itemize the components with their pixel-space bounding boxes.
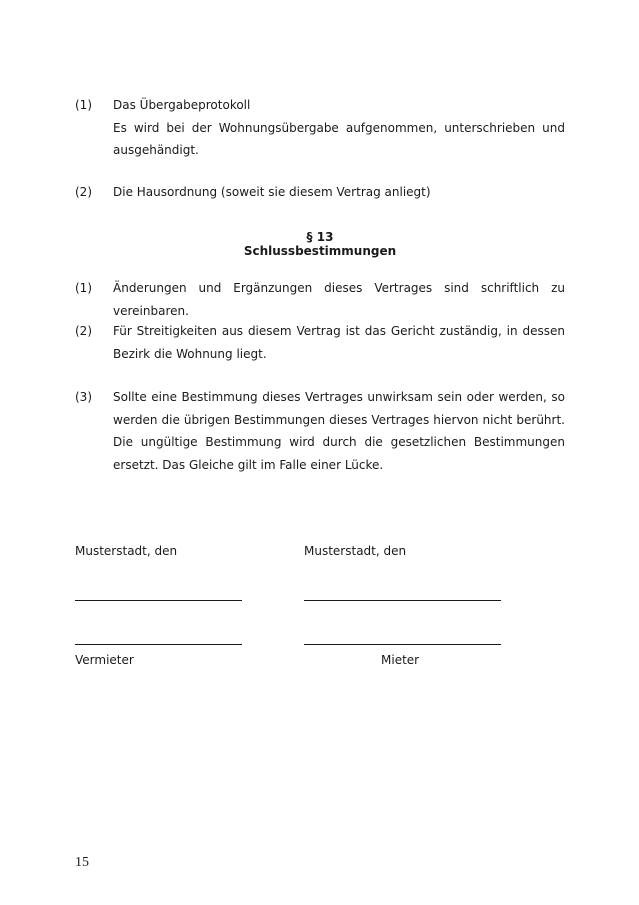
page-number: 15 [75,855,89,870]
item-uebergabeprotokoll [75,94,565,162]
clause-text: Änderungen und Ergänzungen dieses Vertrages sind schriftlich zu vereinbaren. [113,281,565,318]
landlord-label: Vermieter [75,653,134,667]
clause-2 [75,320,565,365]
section-number: § 13 [306,230,334,244]
clause-1 [75,277,565,322]
item-hausordnung [75,181,565,204]
landlord-signature-line [75,644,242,645]
landlord-place-date: Musterstadt, den [75,544,178,558]
tenant-place-date: Musterstadt, den [304,544,407,558]
item-text: Es wird bei der Wohnungsübergabe aufgenommen, unterschrieben und ausgehändigt. [113,120,565,157]
clause-text: Für Streitigkeiten aus diesem Vertrag ist das Gericht zuständig, in dessen Bezirk die Wohnung liegt. [113,324,565,361]
clause-number: (2) [75,324,92,338]
tenant-label: Mieter [381,653,420,667]
tenant-signature-line [304,644,501,645]
item-title: Das Übergabeprotokoll [113,98,251,112]
item-number: (1) [75,98,92,112]
item-title: Die Hausordnung (soweit sie diesem Vertrag anliegt) [113,185,431,199]
landlord-date-line [75,600,242,601]
section-title: Schlussbestimmungen [243,244,397,258]
item-number: (2) [75,185,92,199]
clause-number: (1) [75,281,92,295]
tenant-date-line [304,600,501,601]
clause-text: Sollte eine Bestimmung dieses Vertrages unwirksam sein oder werden, so werden die übrigen Bestimmungen dieses Vertrages hiervon nicht berührt. Die ungültige Bestimmung wird durch die gesetzlichen Bestimmungen ersetzt. Das Gleiche gilt im Falle einer Lücke. [113,390,565,472]
clause-number: (3) [75,390,92,404]
clause-3 [75,386,565,476]
